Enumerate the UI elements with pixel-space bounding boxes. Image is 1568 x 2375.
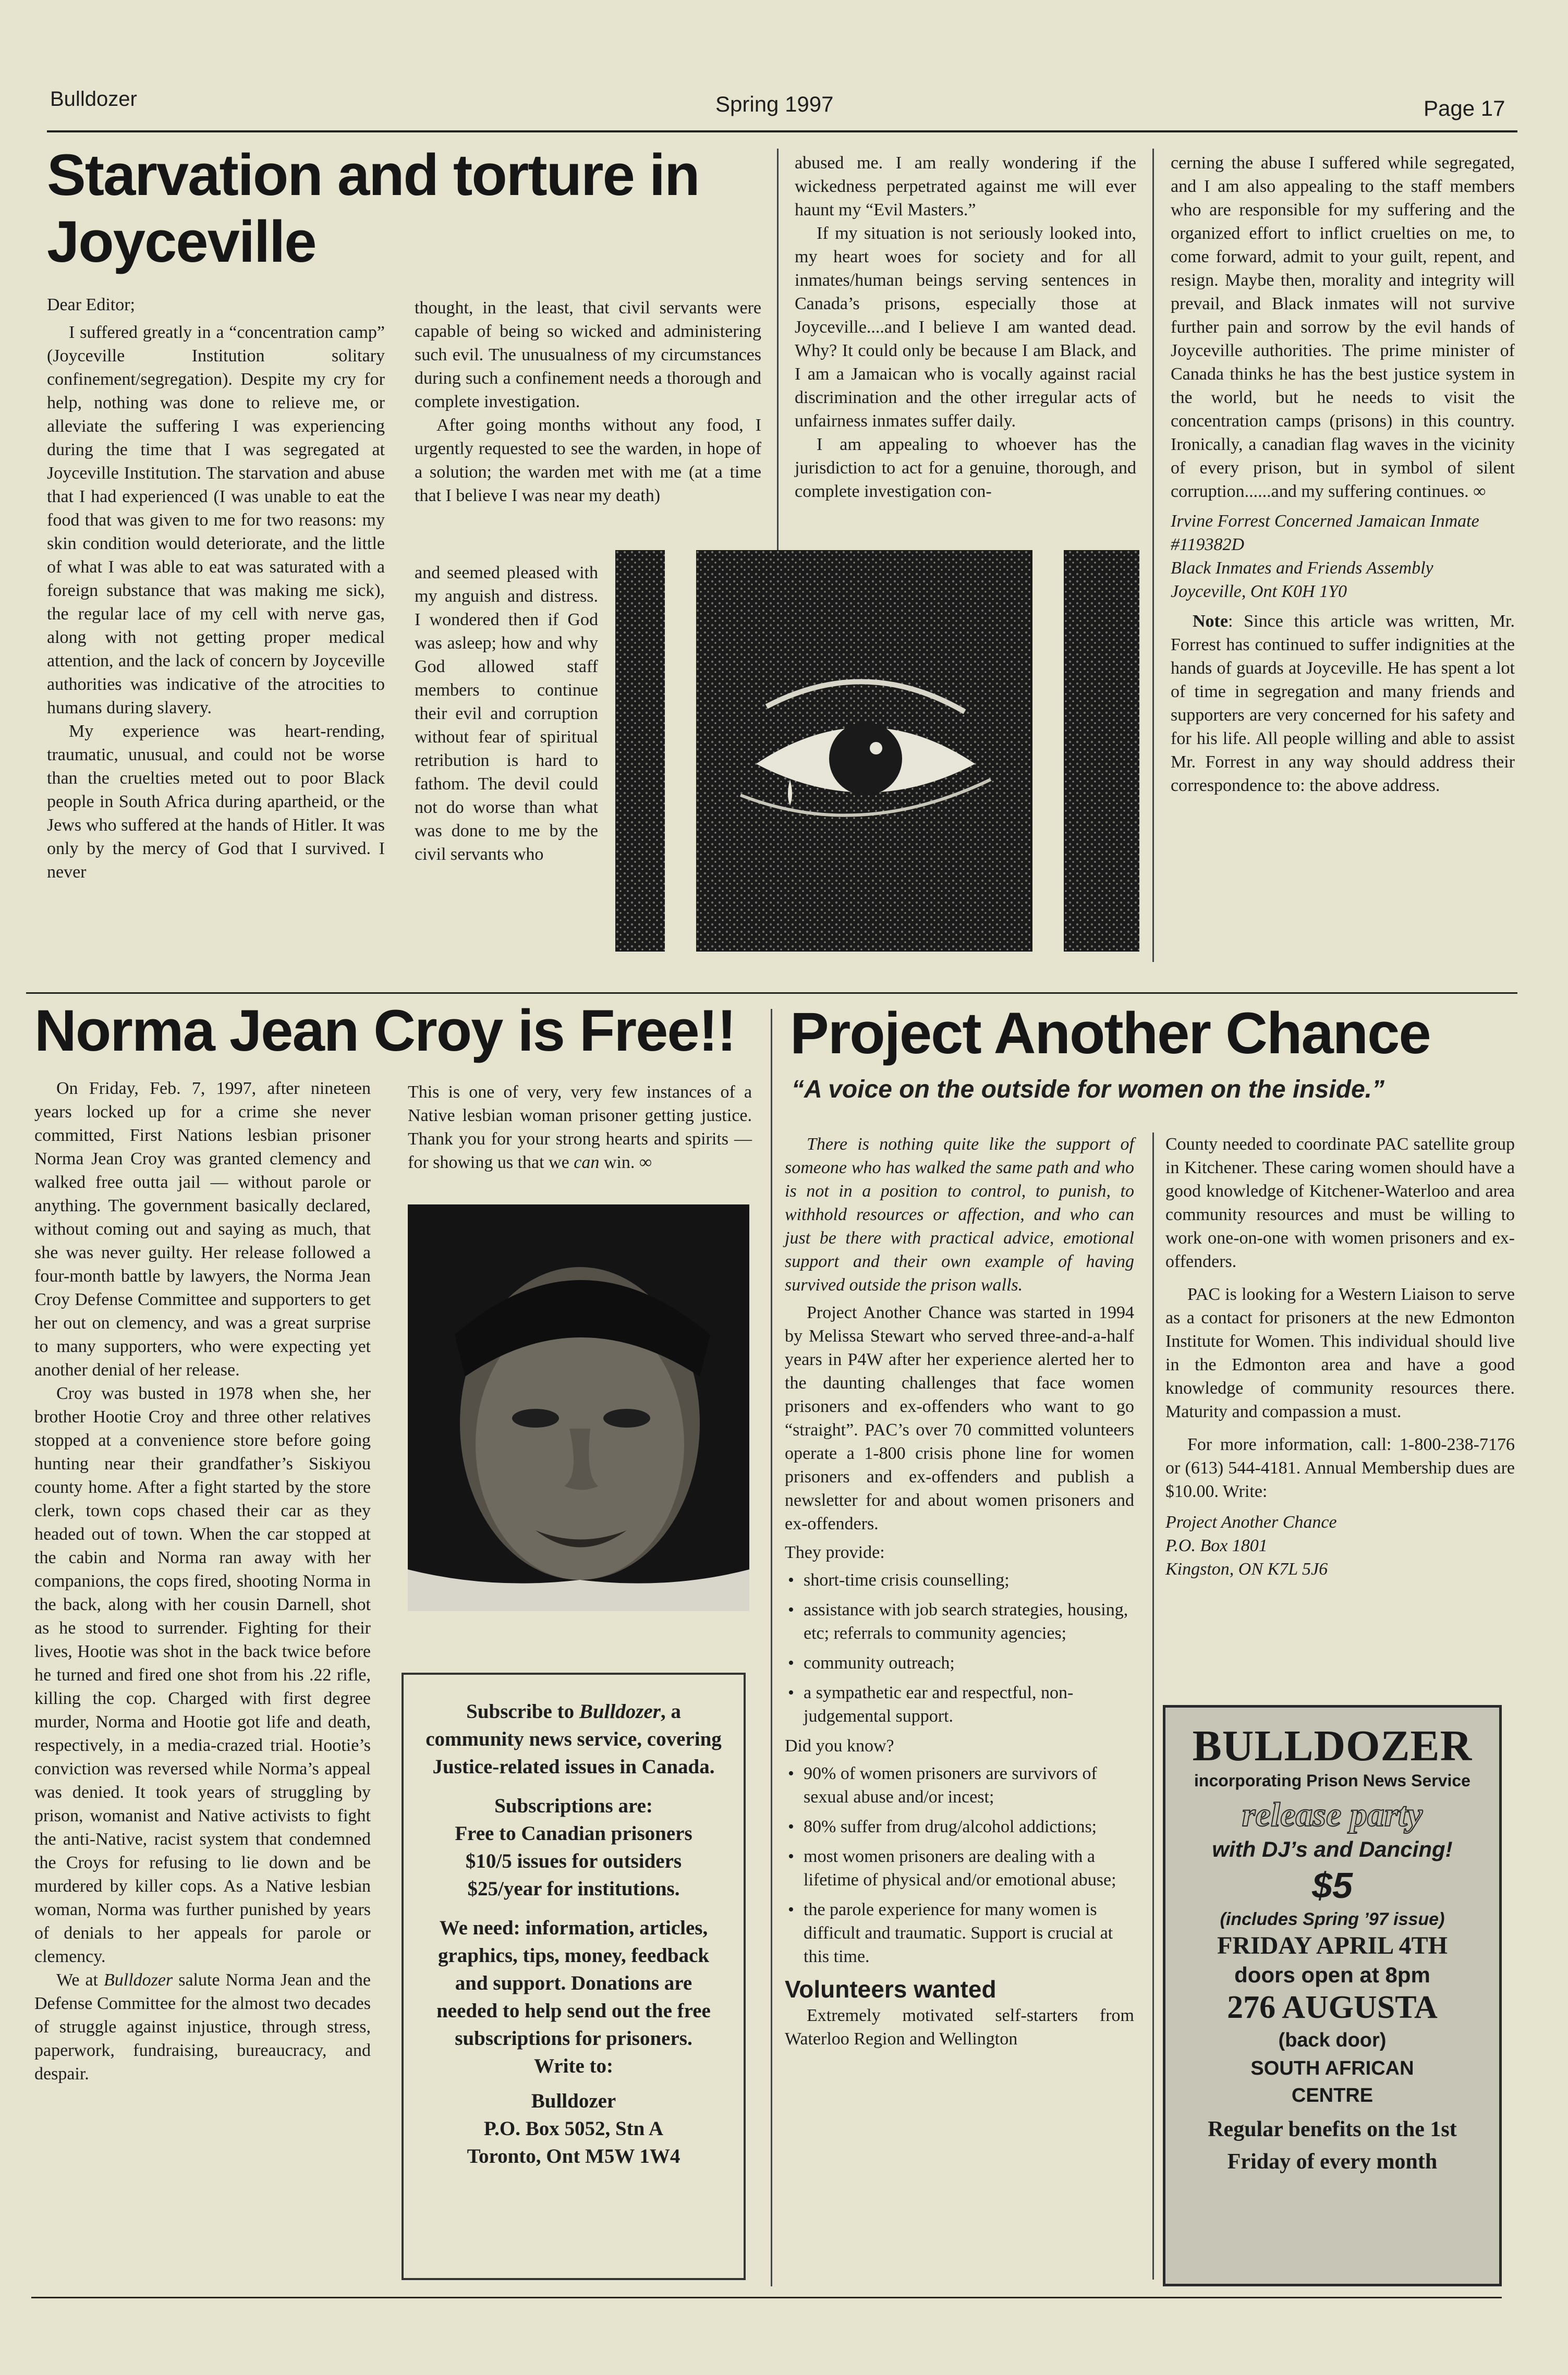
article2-paragraph: We at Bulldozer salute Norma Jean and the Defense Committee for the almost two decades of struggle against injustice, through stress, paperwork, fundraising, bureaucracy, and despair. <box>34 1970 371 2084</box>
article1-paragraph: After going months without any food, I urgently requested to see the warden, in hope of a solution; the warden met with me (at a time that I believe I was near my death) <box>415 416 761 505</box>
article1-paragraph: cerning the abuse I suffered while segregated, and I am also appealing to the staff members who are responsible for my suffering and the organized effort to inflict cruelties on me, to come forward, admit to your guilt, repent, and resign. Maybe then, morality and integrity will prevail, and Black inmates will not survive further pain and sorrow by the evil hands of Joyceville authorities. The prime minister of Canada thinks he has the best justice system in the world, but he needs to visit the concentration camps (prisons) in this country. Ironically, a canadian flag waves in the vicinity of every prison, but in symbol of silent corruption......and my suffering continues. ∞ <box>1171 153 1515 501</box>
list-item: • 90% of women prisoners are survivors of sexual abuse and/or incest; <box>785 1762 1134 1809</box>
editor-note <box>1171 610 1515 797</box>
note-label: Note <box>1193 612 1228 631</box>
article3-paragraph: PAC is looking for a Western Liaison to serve as a contact for prisoners at the new Edmonton Institute for Women. This individual should live in the Edmonton area and have a good knowledge of community resources there. Maturity and compassion a must. <box>1165 1285 1515 1421</box>
address-line: Kingston, ON K7L 5J6 <box>1165 1560 1328 1579</box>
address-line: Bulldozer <box>531 2090 616 2112</box>
article1-paragraph: and seemed pleased with my anguish and distress. I wondered then if God was asleep; how and why God allowed staff members to continue their evil and corruption without fear of spiritual retribution is hard to fathom. The devil could not do worse than what was done to me by the civil servants who <box>415 563 598 864</box>
subscribe-intro: Subscribe to Bulldozer, a community news service, covering Justice-related issues in Canada. <box>426 1700 722 1778</box>
note-text: : Since this article was written, Mr. Forrest has continued to suffer indignities at the hands of guards at Joyceville. He has spent a lot of time in segregation and many friends and supporters are very concerned for his safety and for his life. All people willing and able to assist Mr. Forrest in any way should address their correspondence to: the above address. <box>1171 612 1515 795</box>
article2-paragraph: This is one of very, very few instances of a Native lesbian woman prisoner getting justice. Thank you for your strong hearts and spirits — for showing us that we can win. ∞ <box>408 1082 752 1172</box>
pac-address <box>1165 1511 1515 1581</box>
article1-paragraph: thought, in the least, that civil servants were capable of being so wicked and administering such evil. The unusualness of my circumstances during such a confinement needs a thorough and complete investigation. <box>415 298 761 411</box>
ad-benefits: Regular benefits on the 1st Friday of every month <box>1208 2117 1457 2174</box>
issue-date: Spring 1997 <box>715 92 834 116</box>
salutation: Dear Editor; <box>47 295 135 314</box>
eye-behind-bars-illustration <box>615 550 1139 952</box>
article1-col3 <box>795 151 1136 503</box>
article1-paragraph: I suffered greatly in a “concentration camp” (Joyceville Institution solitary confinement/segregation). Despite my cry for help, nothing was done to relieve me, or alleviate the suffering I was experiencing during the time that I was segregated at Joyceville Institution. The starvation and abuse that I had experienced (I was unable to eat the food that was given to me for two reasons: my skin condition would deteriorate, and the little of what I was able to eat was saturated with a foreign substance that was making me sick), the regular lace of my cell with nerve gas, along with not getting proper medical attention, and the lack of concern by Joyceville authorities was indicative of the atrocities to humans during slavery. <box>47 323 385 717</box>
column-divider <box>1152 149 1154 962</box>
article1-col1 <box>47 293 385 884</box>
article3-paragraph: Project Another Chance was started in 1994 by Melissa Stewart who served three-and-a-half years in P4W after her experience alerted her to the daunting challenges that face women prisoners and ex-offenders who want to go “straight”. PAC’s over 70 committed volunteers operate a 1-800 crisis phone line for women prisoners and ex-offenders and publish a newsletter for and about women prisoners and ex-offenders. <box>785 1303 1134 1533</box>
article1-paragraph: I am appealing to whoever has the jurisdiction to act for a genuine, thorough, and complete investigation con- <box>795 435 1136 501</box>
release-party-ad <box>1163 1705 1502 2286</box>
article3-col2 <box>1165 1132 1515 1581</box>
article1-paragraph: abused me. I am really wondering if the wickedness perpetrated against me will ever haunt my “Evil Masters.” <box>795 153 1136 220</box>
publication-name: Bulldozer <box>50 88 137 111</box>
page-number: Page 17 <box>1424 96 1505 120</box>
address-line: P.O. Box 1801 <box>1165 1536 1268 1555</box>
ad-door: (back door) <box>1278 2029 1387 2051</box>
signature <box>1171 509 1515 603</box>
article2-title: Norma Jean Croy is Free!! <box>34 998 736 1063</box>
list-item: • most women prisoners are dealing with a lifetime of physical and/or emotional abuse; <box>785 1845 1134 1892</box>
article2-paragraph: On Friday, Feb. 7, 1997, after nineteen years locked up for a crime she never committed, First Nations lesbian prisoner Norma Jean Croy was granted clemency and walked free outta jail — without parole or anything. The government basically declared, without coming out and saying as much, that she was never guilty. Her release followed a four-month battle by lawyers, the Norma Jean Croy Defense Committee and supporters to get her out on clemency, and was a great surprise to many supporters, who were expecting yet another denial of her release. <box>34 1079 371 1380</box>
ad-subtitle: incorporating Prison News Service <box>1194 1771 1470 1790</box>
list-item: • 80% suffer from drug/alcohol addictions; <box>785 1815 1134 1838</box>
list-item: • the parole experience for many women is difficult and traumatic. Support is crucial at this time. <box>785 1898 1134 1968</box>
ad-doors: doors open at 8pm <box>1234 1963 1430 1987</box>
article3-col1 <box>785 1132 1134 2051</box>
ad-title: BULLDOZER <box>1192 1722 1473 1770</box>
article2-col2 <box>408 1080 752 1174</box>
list-item: • short-time crisis counselling; <box>785 1568 1134 1592</box>
column-divider <box>1152 1132 1154 2280</box>
article1-paragraph: If my situation is not seriously looked into, my heart woes for society and for all inmates/human beings serving sentences in Canada’s prisons, especially those at Joyceville....and I believe I am wanted dead. Why? It could only be because I am Black, and I am a Jamaican who is vocally against racial discrimination and the other irregular acts of unfairness inmates suffer daily. <box>795 224 1136 431</box>
subscription-line: $10/5 issues for outsiders <box>465 1850 682 1872</box>
article1-title-line1: Starvation and torture in <box>47 142 699 208</box>
article1-col4 <box>1171 151 1515 797</box>
ad-venue-line1: SOUTH AFRICAN <box>1250 2057 1414 2079</box>
signature-line: Joyceville, Ont K0H 1Y0 <box>1171 582 1347 601</box>
subscriptions-title: Subscriptions are: <box>494 1795 653 1817</box>
know-list <box>785 1762 1134 1968</box>
section-rule <box>26 992 1517 994</box>
subscribe-box <box>402 1673 746 2280</box>
column-divider <box>771 1009 772 2286</box>
norma-jean-croy-photo <box>408 1204 749 1611</box>
ad-release: release party <box>1242 1796 1423 1834</box>
signature-line: Irvine Forrest Concerned Jamaican Inmate <box>1171 511 1479 531</box>
article2-paragraph: Croy was busted in 1978 when she, her brother Hootie Croy and three other relatives stopped at a convenience store before going hunting near their grandfather’s Siskiyou county home. After a fight started by the store clerk, town cops chased their car as they headed out of town. When the car stopped at the cabin and Norma ran away with her companions, the cops fired, shooting Norma in the back, along with her cousin Darnell, shot as he stood to surrender. Fighting for their lives, Hootie was shot in the back twice before he turned and fired one shot from his .22 rifle, killing the cop. Charged with first degree murder, Norma and Hootie got life and death, respectively, in a media-crazed trial. Hootie’s conviction was reversed while Norma’s appeal was denied. It took years of struggling by prison, womanist and Native activists to fight the anti-Native, racist system that condemned the Croys for refusing to lie down and be murdered by killer cops. As a Native lesbian woman, Norma was further punished by years of denials to her appeals for parole or clemency. <box>34 1384 371 1966</box>
article1-col2-narrow <box>415 561 598 866</box>
subscription-line: Free to Canadian prisoners <box>455 1822 692 1845</box>
ad-includes: (includes Spring ’97 issue) <box>1220 1909 1445 1929</box>
ad-djs: with DJ’s and Dancing! <box>1212 1837 1453 1861</box>
list-item: • community outreach; <box>785 1651 1134 1675</box>
article1-title-line2: Joyceville <box>47 209 316 274</box>
subscription-line: $25/year for institutions. <box>467 1878 680 1900</box>
know-label: Did you know? <box>785 1736 894 1756</box>
article3-paragraph: County needed to coordinate PAC satellite group in Kitchener. These caring women should have a good knowledge of Kitchener-Waterloo and area community resources and must be willing to work one-on-one with women prisoners and ex-offenders. <box>1165 1135 1515 1271</box>
address-line: Toronto, Ont M5W 1W4 <box>467 2145 680 2167</box>
signature-line: Black Inmates and Friends Assembly <box>1171 558 1433 578</box>
subscribe-need: We need: information, articles, graphics, tips, money, feedback and support. Donations are needed to help send out the free subscriptions for prisoners. <box>436 1917 711 2050</box>
article3-intro: There is nothing quite like the support of someone who has walked the same path and who is not in a position to control, to punish, to withhold resources or affection, and who can just be there with practical advice, emotional support and their own example of having survived outside the prison walls. <box>785 1135 1134 1295</box>
article1-title <box>47 142 777 275</box>
list-item: • a sympathetic ear and respectful, non-judgemental support. <box>785 1681 1134 1728</box>
write-to-label: Write to: <box>534 2055 613 2077</box>
ad-date: FRIDAY APRIL 4TH <box>1217 1932 1448 1959</box>
article2-col1 <box>34 1077 371 2086</box>
header-rule <box>47 130 1517 132</box>
article3-paragraph: For more information, call: 1-800-238-7176 or (613) 544-4181. Annual Membership dues are $10.00. Write: <box>1165 1435 1515 1501</box>
footer-rule <box>31 2297 1502 2298</box>
address-line: Project Another Chance <box>1165 1513 1337 1532</box>
volunteers-heading: Volunteers wanted <box>785 1976 996 2003</box>
article3-subtitle: “A voice on the outside for women on the inside.” <box>792 1076 1384 1103</box>
signature-line: #119382D <box>1171 535 1245 554</box>
provide-label: They provide: <box>785 1543 885 1562</box>
ad-venue-line2: CENTRE <box>1291 2085 1373 2106</box>
provide-list <box>785 1568 1134 1728</box>
address-line: P.O. Box 5052, Stn A <box>483 2117 664 2140</box>
article1-paragraph: My experience was heart-rending, traumatic, unusual, and could not be worse than the cruelties meted out to poor Black people in South Africa during apartheid, or the Jews who suffered at the hands of Hitler. It was only by the mercy of God that I survived. I never <box>47 722 385 882</box>
column-divider <box>777 149 779 550</box>
article1-col2-top <box>415 296 761 507</box>
ad-address: 276 AUGUSTA <box>1227 1990 1438 2025</box>
article3-title: Project Another Chance <box>790 1001 1430 1066</box>
list-item: • assistance with job search strategies, housing, etc; referrals to community agencies; <box>785 1598 1134 1645</box>
article3-paragraph: Extremely motivated self-starters from Waterloo Region and Wellington <box>785 2006 1134 2049</box>
ad-price: $5 <box>1312 1865 1353 1906</box>
